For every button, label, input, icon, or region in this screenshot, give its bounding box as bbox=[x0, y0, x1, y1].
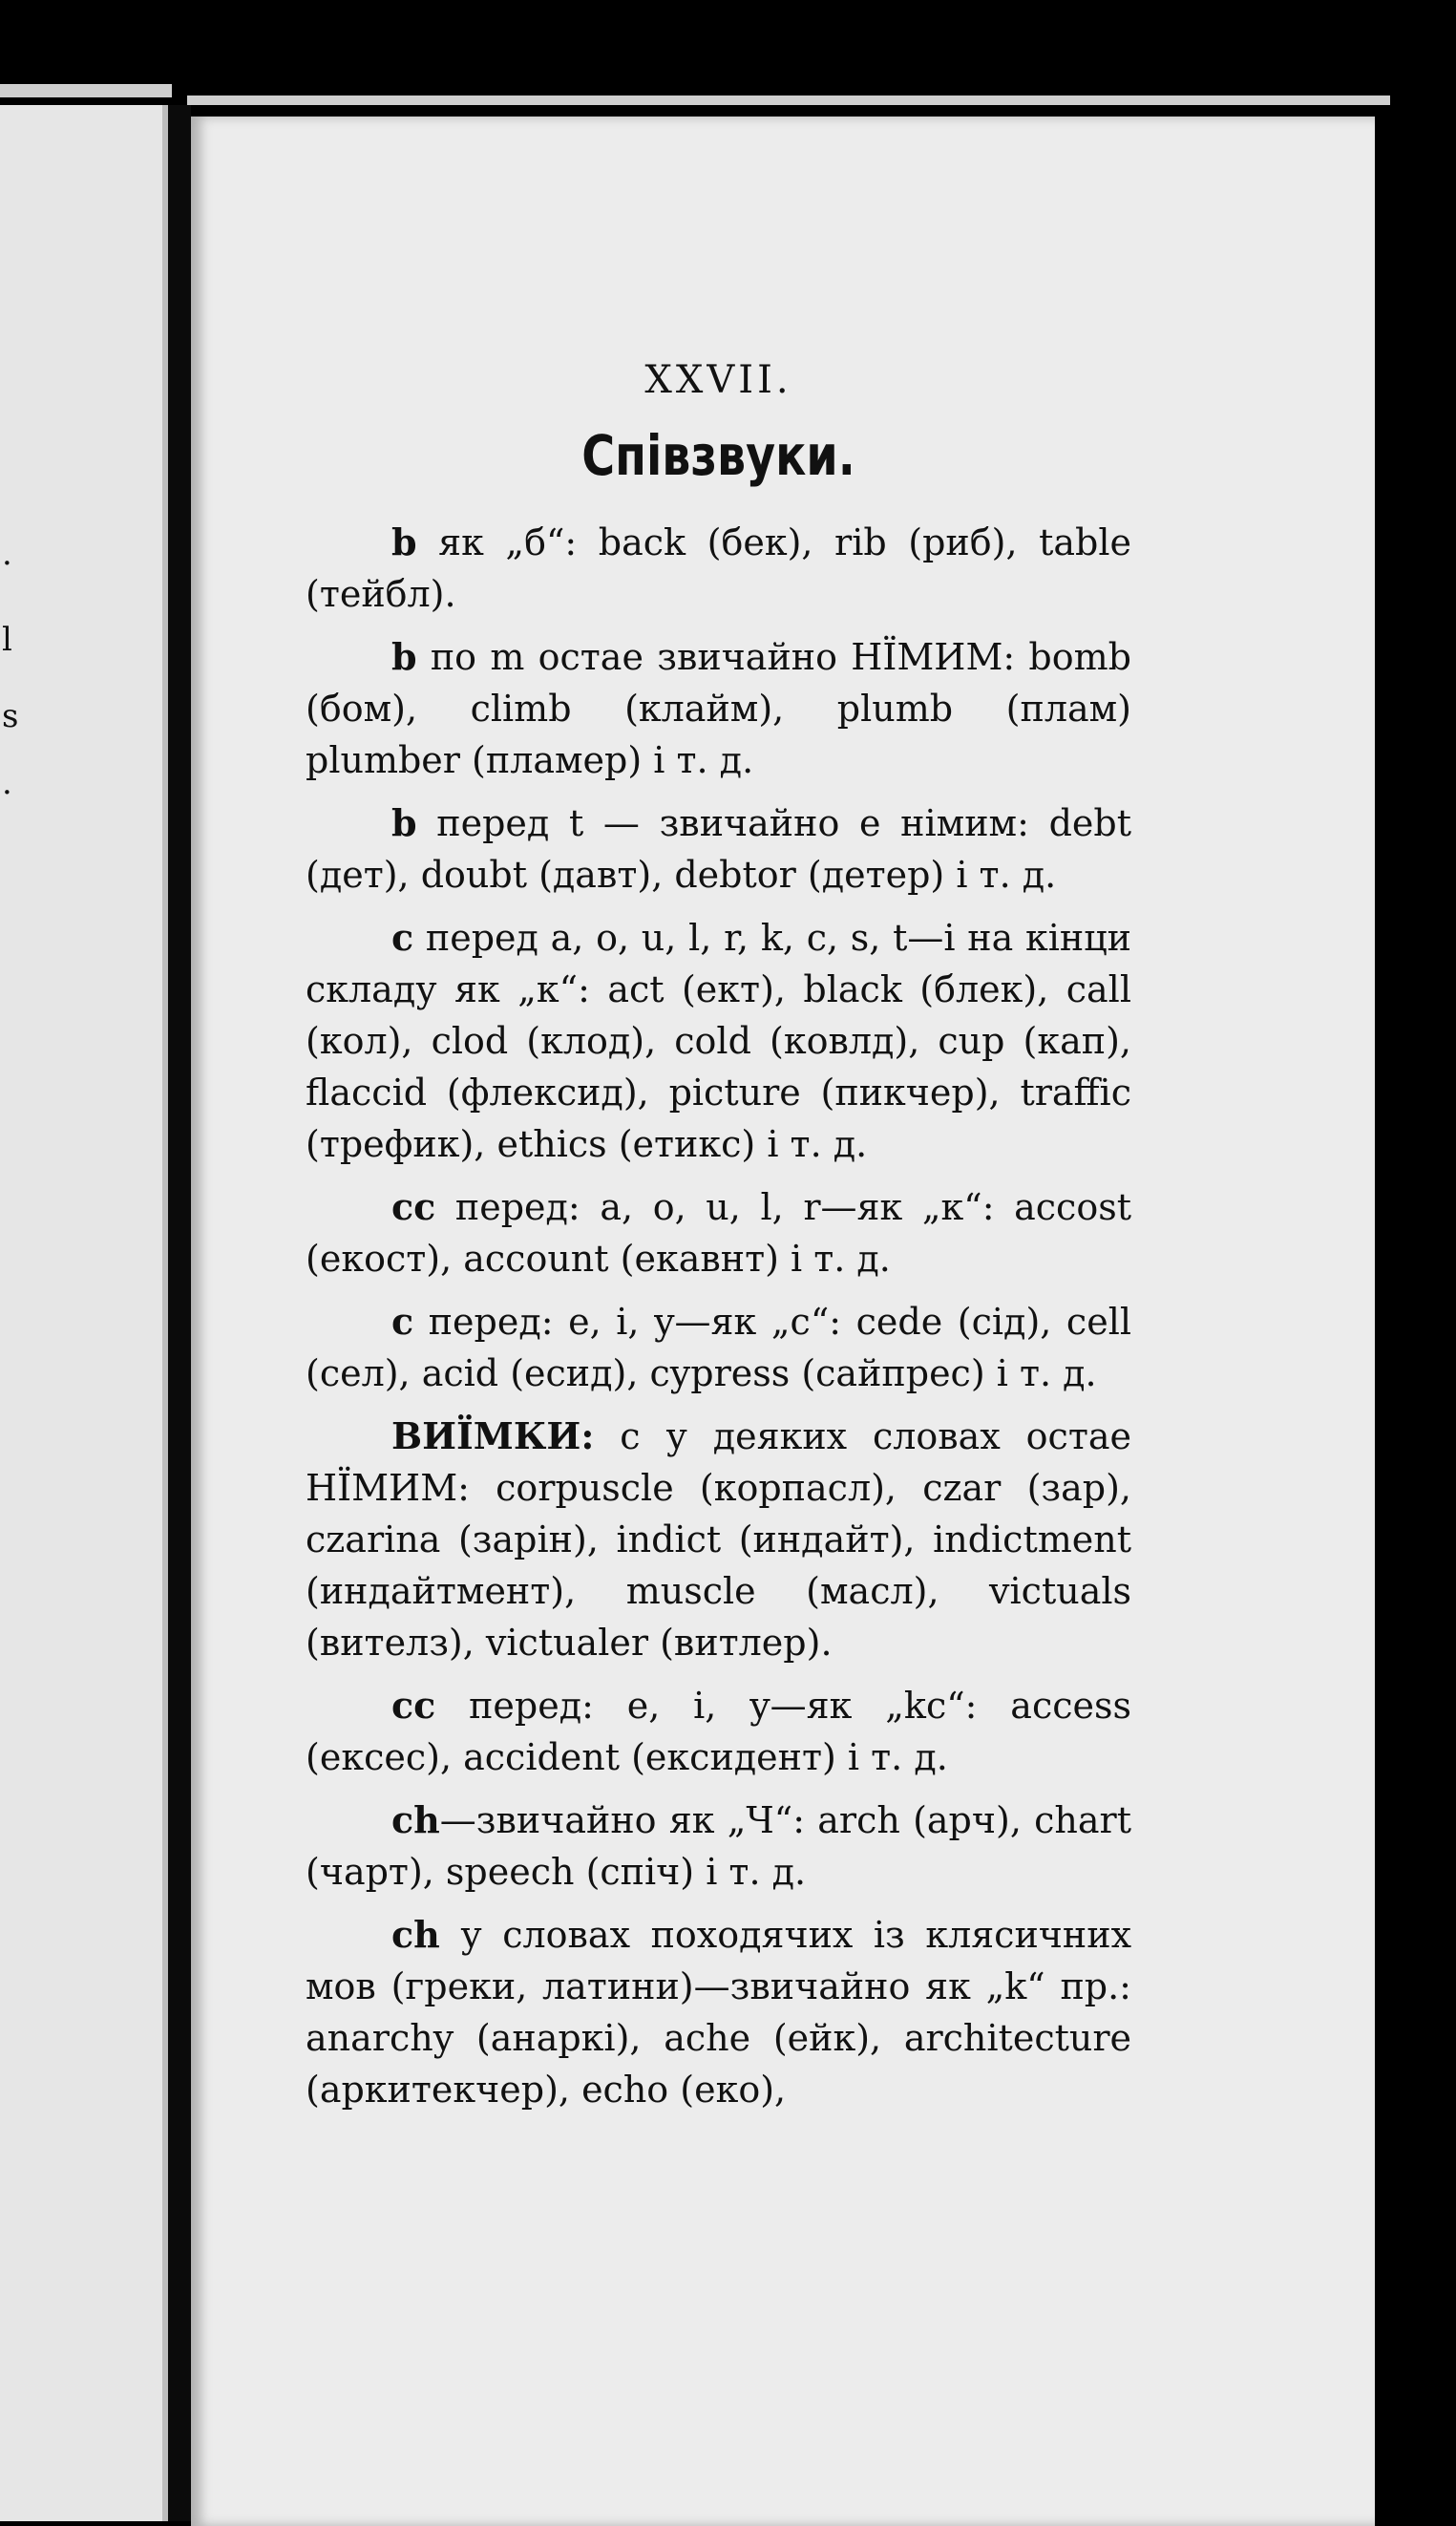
paragraph bbox=[306, 1909, 1131, 2115]
paragraph-lead: c bbox=[391, 1300, 414, 1343]
previous-page-top-edge bbox=[0, 84, 172, 97]
paragraph-text: у словах походячих із клясичних мов (греки, латини)—звичайно як „k“ пр.: anarchy (анаркі), ache (ейк), architecture (аркитекчер), echo (еко), bbox=[306, 1914, 1131, 2111]
margin-mark: l bbox=[2, 621, 12, 659]
paragraph bbox=[306, 1181, 1131, 1284]
paragraph-lead: b bbox=[391, 635, 417, 678]
paragraph-lead: ch bbox=[391, 1913, 440, 1956]
paragraph bbox=[306, 797, 1131, 901]
paragraph-lead: c bbox=[391, 916, 414, 959]
paragraph-text: перед: e, i, y—як „kc“: access (ексес), accident (ексидент) і т. д. bbox=[306, 1685, 1131, 1778]
previous-page-edge bbox=[0, 105, 168, 2521]
paragraph-lead: cc bbox=[391, 1185, 436, 1228]
paragraph-text: перед t — звичайно е німим: debt (дет), doubt (давт), debtor (детер) і т. д. bbox=[306, 802, 1131, 896]
paragraph-text: як „б“: back (бек), rib (риб), table (тейбл). bbox=[306, 521, 1131, 615]
previous-page-margin-marks bbox=[2, 525, 21, 831]
paragraph-text: c у деяких словах остае НЇМИМ: corpuscle (корпасл), czar (зар), czarina (зарін), indict (индайт), indictment (индайтмент), muscle (масл), victuals (вителз), victualer (витлер). bbox=[306, 1415, 1131, 1664]
paragraph bbox=[306, 1296, 1131, 1399]
paragraph-lead: ВИЇМКИ: bbox=[391, 1414, 595, 1457]
paragraph bbox=[306, 517, 1131, 620]
paragraph-text: перед: a, o, u, l, r—як „к“: accost (екост), account (екавнт) і т. д. bbox=[306, 1186, 1131, 1280]
page-content bbox=[306, 358, 1131, 2127]
paragraph bbox=[306, 1411, 1131, 1668]
section-title: Співзвуки. bbox=[581, 423, 855, 488]
paragraph-text: по m остае звичайно НЇМИМ: bomb (бом), climb (клайм), plumb (плам) plumber (пламер) і т. д. bbox=[306, 636, 1131, 781]
paragraph-lead: b bbox=[391, 520, 417, 563]
margin-mark: s bbox=[2, 697, 19, 735]
paragraph bbox=[306, 631, 1131, 786]
paragraph bbox=[306, 1794, 1131, 1898]
paragraph-lead: cc bbox=[391, 1684, 436, 1727]
paragraph-lead: ch bbox=[391, 1798, 440, 1841]
paragraph bbox=[306, 1680, 1131, 1783]
paragraph-lead: b bbox=[391, 801, 417, 844]
paragraph-text: перед: e, i, y—як „с“: cede (сід), cell (сел), acid (есид), cypress (сайпрес) і т. д. bbox=[306, 1301, 1131, 1394]
page-number: XXVII. bbox=[644, 358, 792, 402]
book-gutter bbox=[168, 105, 191, 2521]
paragraph-text: —звичайно як „Ч“: arch (арч), chart (чарт), speech (спіч) і т. д. bbox=[306, 1799, 1131, 1893]
margin-mark: · bbox=[2, 544, 12, 583]
paragraph bbox=[306, 912, 1131, 1170]
page-top-edge bbox=[187, 96, 1390, 105]
paragraph-text: перед a, o, u, l, r, k, c, s, t—і на кінци складу як „к“: act (ект), black (блек), call (кол), clod (клод), cold (ковлд), cup (кап), flaccid (флексид), picture (пикчер), traffic (трефик), ethics (етикс) і т. д. bbox=[306, 917, 1131, 1165]
margin-mark: · bbox=[2, 774, 12, 812]
